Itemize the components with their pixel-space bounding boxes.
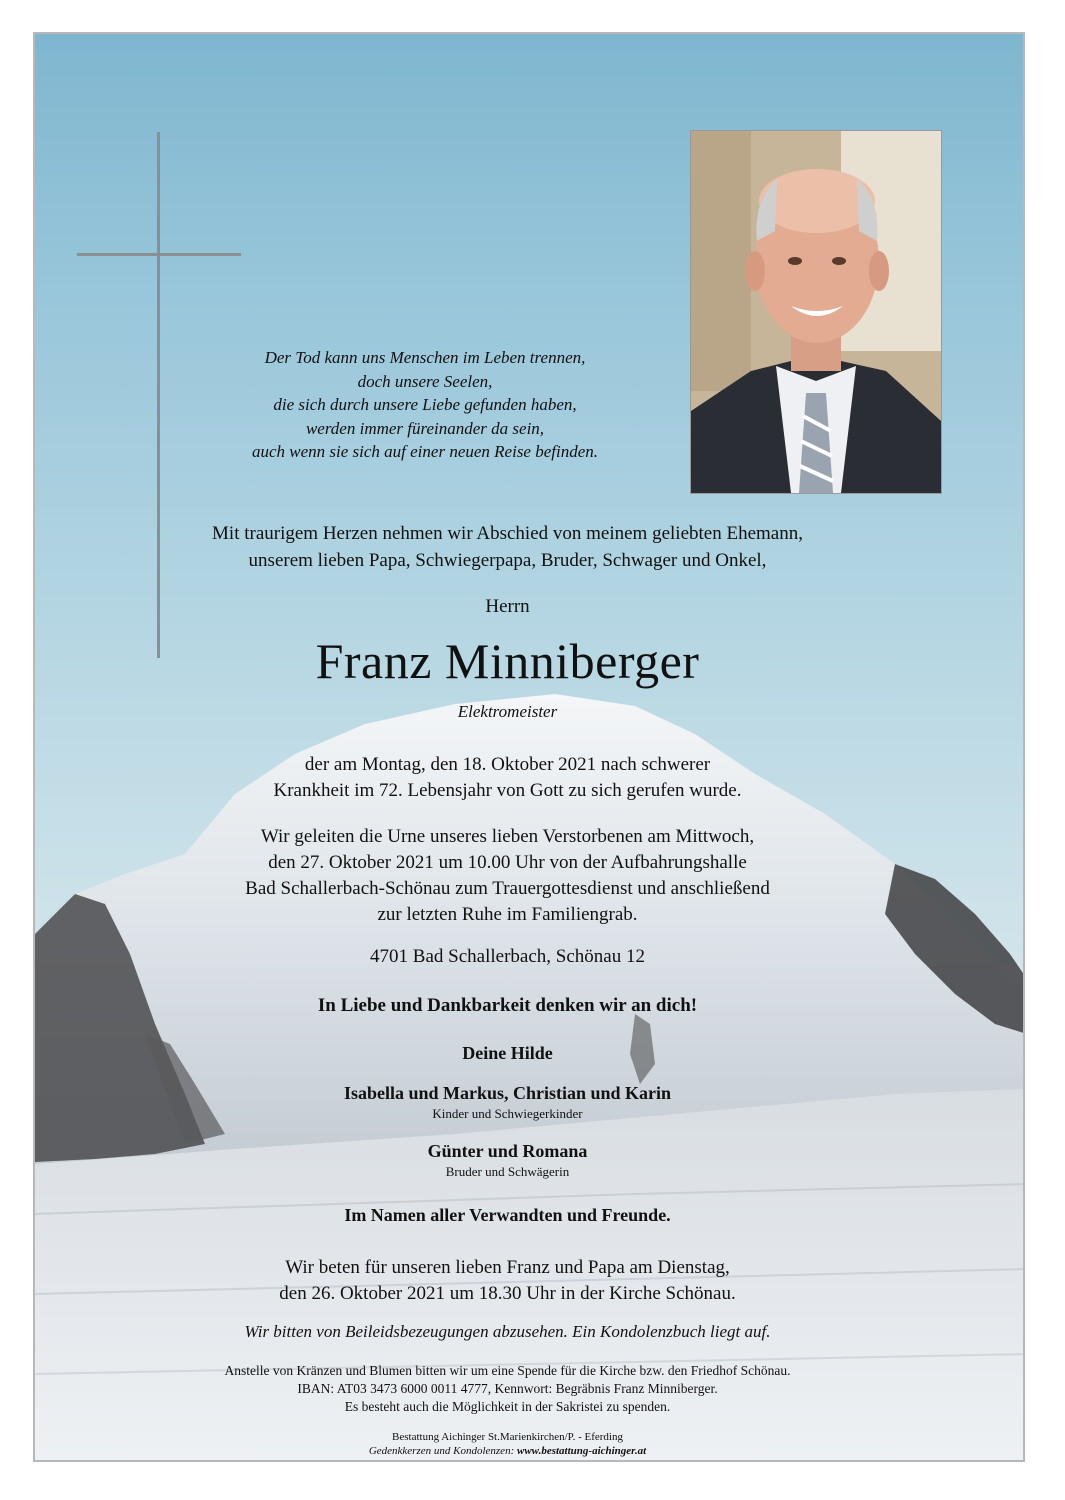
mourner-wife: Deine Hilde [462,1043,553,1063]
obituary-card [33,32,1025,1462]
verse-line: die sich durch unsere Liebe gefunden haben, [273,395,577,414]
funeral-line: zur letzten Ruhe im Familiengrab. [377,904,638,925]
mourner-children-note: Kinder und Schwiegerkinder [432,1106,583,1121]
verse-line: werden immer füreinander da sein, [305,418,545,438]
funeral-line: den 27. Oktober 2021 um 10.00 Uhr von der Aufbahrungshalle [268,852,747,873]
verse-line: doch unsere Seelen, [357,371,493,391]
intro-line: Mit traurigem Herzen nehmen wir Abschied von meinem geliebten Ehemann, [212,523,803,544]
intro-line: unserem lieben Papa, Schwiegerpapa, Bruder, Schwager und Onkel, [248,550,767,571]
funeral-line: Bad Schallerbach-Schönau zum Trauergottesdienst und anschließend [245,878,770,899]
verse-line: Der Tod kann uns Menschen im Leben trennen, [264,348,586,367]
death-line: Krankheit im 72. Lebensjahr von Gott zu sich gerufen wurde. [273,780,742,801]
farewell-intro [0,520,1015,574]
verse-line: auch wenn sie sich auf einer neuen Reise befinden. [251,442,599,461]
funeral-line: Wir geleiten die Urne unseres lieben Verstorbenen am Mittwoch, [260,826,755,847]
donation-note [0,1362,1015,1416]
undertaker-web-line [0,1444,1015,1458]
donation-line: IBAN: AT03 3473 6000 0011 4777, Kennwort: Begräbnis Franz Minniberger. [297,1381,718,1396]
cross-vertical-beam [157,132,160,658]
profession: Elektromeister [457,702,558,721]
death-line: der am Montag, den 18. Oktober 2021 nach schwerer [304,754,711,775]
verse [175,346,675,464]
address: 4701 Bad Schallerbach, Schönau 12 [370,946,645,967]
undertaker-name: Bestattung Aichinger St.Marienkirchen/P. - Eferding [392,1431,623,1443]
mourner-relatives: Im Namen aller Verwandten und Freunde. [344,1205,671,1225]
condolence-note: Wir bitten von Beileidsbezeugungen abzusehen. Ein Kondolenzbuch liegt auf. [244,1322,771,1341]
undertaker-web-link[interactable]: www.bestattung-aichinger.at [516,1445,647,1457]
funeral-details [0,824,1015,928]
donation-line: Es besteht auch die Möglichkeit in der Sakristei zu spenden. [344,1399,671,1414]
mass-line: den 26. Oktober 2021 um 18.30 Uhr in der Kirche Schönau. [279,1283,736,1304]
deceased-name: Franz Minniberger [315,633,700,689]
portrait-photo [690,130,942,494]
mass-line: Wir beten für unseren lieben Franz und Papa am Dienstag, [285,1257,730,1278]
memorial-mass [0,1255,1015,1307]
undertaker-web-prefix: Gedenkkerzen und Kondolenzen: [368,1445,515,1457]
cross-horizontal-beam [77,253,241,256]
death-notice [0,752,1015,804]
love-line: In Liebe und Dankbarkeit denken wir an dich! [317,995,698,1016]
mourner-siblings-note: Bruder und Schwägerin [445,1164,570,1179]
mourner-siblings: Günter und Romana [427,1141,588,1161]
donation-line: Anstelle von Kränzen und Blumen bitten wir um eine Spende für die Kirche bzw. den Friedhof Schönau. [224,1363,791,1378]
undertaker-footer [0,1430,1015,1458]
salutation: Herrn [485,596,530,617]
mourner-children: Isabella und Markus, Christian und Karin [343,1083,672,1103]
